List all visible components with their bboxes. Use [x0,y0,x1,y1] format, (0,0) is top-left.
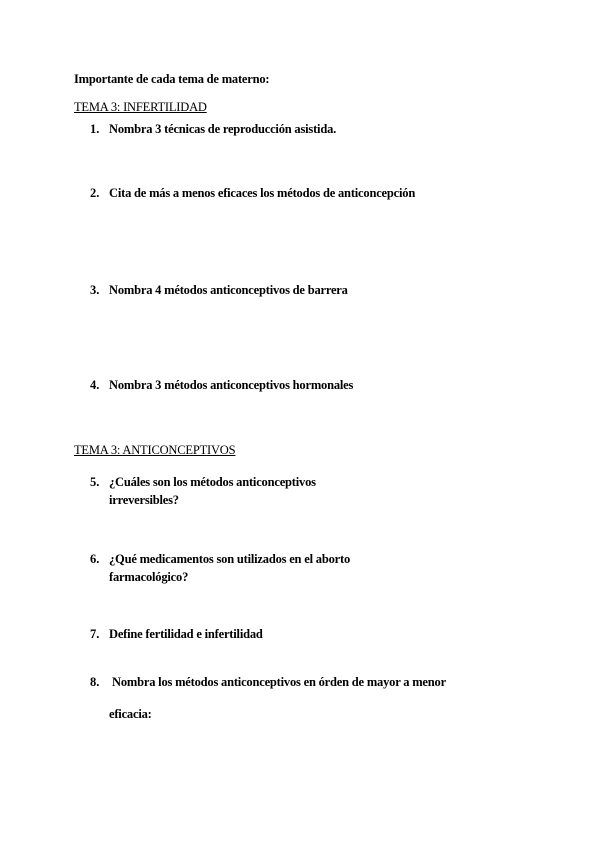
section-heading-infertilidad: TEMA 3: INFERTILIDAD [74,100,207,114]
section-heading-anticonceptivos: TEMA 3: ANTICONCEPTIVOS [74,443,236,457]
question-8-line1: Nombra los métodos anticonceptivos en órden de mayor a menor [112,675,446,689]
question-number: 3. [90,283,100,297]
question-number: 8. [90,675,100,689]
question-number: 7. [90,627,100,641]
question-7: Define fertilidad e infertilidad [109,627,263,641]
question-number: 6. [90,552,100,566]
question-4: Nombra 3 métodos anticonceptivos hormonales [109,378,354,392]
intro-text: Importante de cada tema de materno: [74,72,270,86]
question-8-line2: eficacia: [109,707,152,721]
question-5-line1: ¿Cuáles son los métodos anticonceptivos [109,475,316,489]
question-number: 1. [90,122,100,136]
question-6-line2: farmacológico? [109,570,189,584]
question-number: 5. [90,475,100,489]
question-5-line2: irreversibles? [109,493,179,507]
question-number: 2. [90,186,100,200]
question-number: 4. [90,378,100,392]
question-2: Cita de más a menos eficaces los métodos de anticoncepción [109,186,416,200]
question-6-line1: ¿Qué medicamentos son utilizados en el aborto [109,552,350,566]
question-1: Nombra 3 técnicas de reproducción asistida. [109,122,337,136]
question-3: Nombra 4 métodos anticonceptivos de barrera [109,283,348,297]
